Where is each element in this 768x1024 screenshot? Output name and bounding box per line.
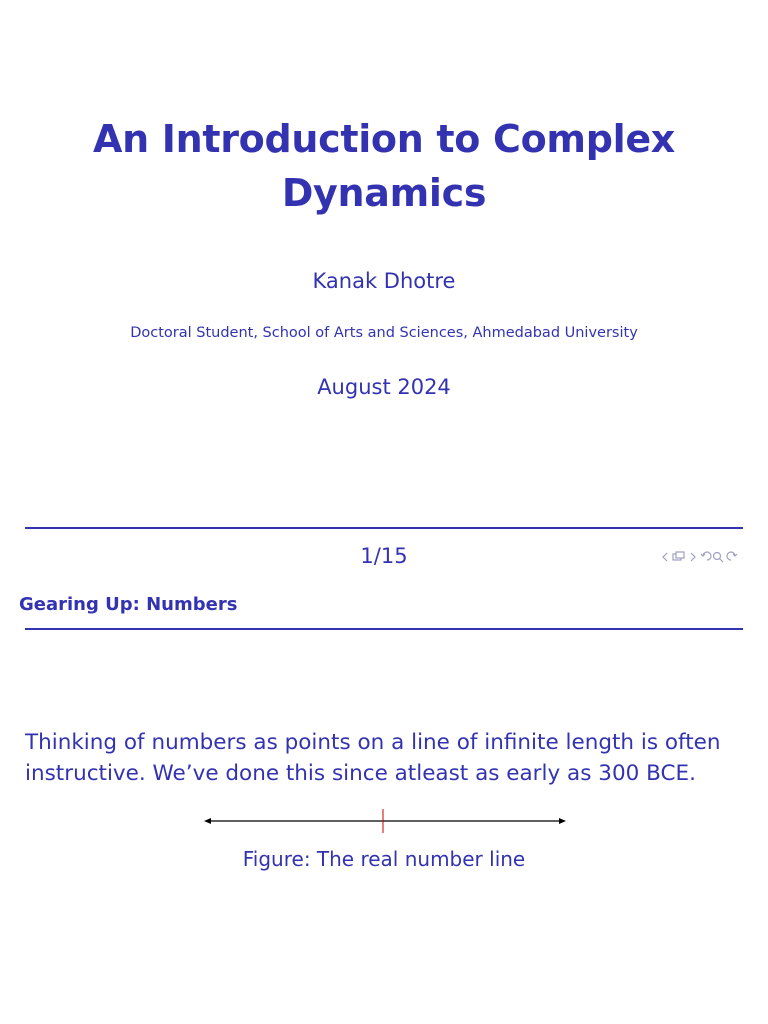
paragraph-line-2: instructive. We’ve done this since atleast as early as 300 BCE. bbox=[25, 761, 696, 786]
page-indicator: 1/15 bbox=[360, 544, 408, 568]
frame-title-underline bbox=[25, 628, 743, 630]
paragraph-line-1: Thinking of numbers as points on a line of infinite length is often bbox=[25, 730, 721, 755]
arrow-left-icon[interactable] bbox=[663, 553, 667, 561]
figure-caption: Figure: The real number line bbox=[242, 847, 526, 871]
arrow-right-icon[interactable] bbox=[691, 553, 695, 561]
slide-title-line-2: Dynamics bbox=[281, 171, 487, 215]
back-icon[interactable] bbox=[701, 552, 711, 560]
slide-title-line-1: An Introduction to Complex bbox=[92, 117, 676, 161]
frame-title: Gearing Up: Numbers bbox=[19, 594, 238, 615]
navigation-symbols bbox=[660, 548, 744, 566]
presentation-date: August 2024 bbox=[317, 375, 451, 399]
forward-icon[interactable] bbox=[727, 552, 737, 560]
footer-divider bbox=[25, 527, 743, 529]
author-affiliation: Doctoral Student, School of Arts and Sciences, Ahmedabad University bbox=[130, 325, 638, 341]
left-arrowhead-icon bbox=[204, 818, 211, 824]
author-name: Kanak Dhotre bbox=[312, 269, 456, 293]
body-paragraph bbox=[25, 727, 745, 789]
right-arrowhead-icon bbox=[559, 818, 566, 824]
search-icon[interactable] bbox=[714, 553, 724, 563]
slide-title bbox=[0, 112, 768, 220]
real-number-line-figure bbox=[200, 806, 570, 836]
frame-icon[interactable] bbox=[673, 552, 684, 560]
